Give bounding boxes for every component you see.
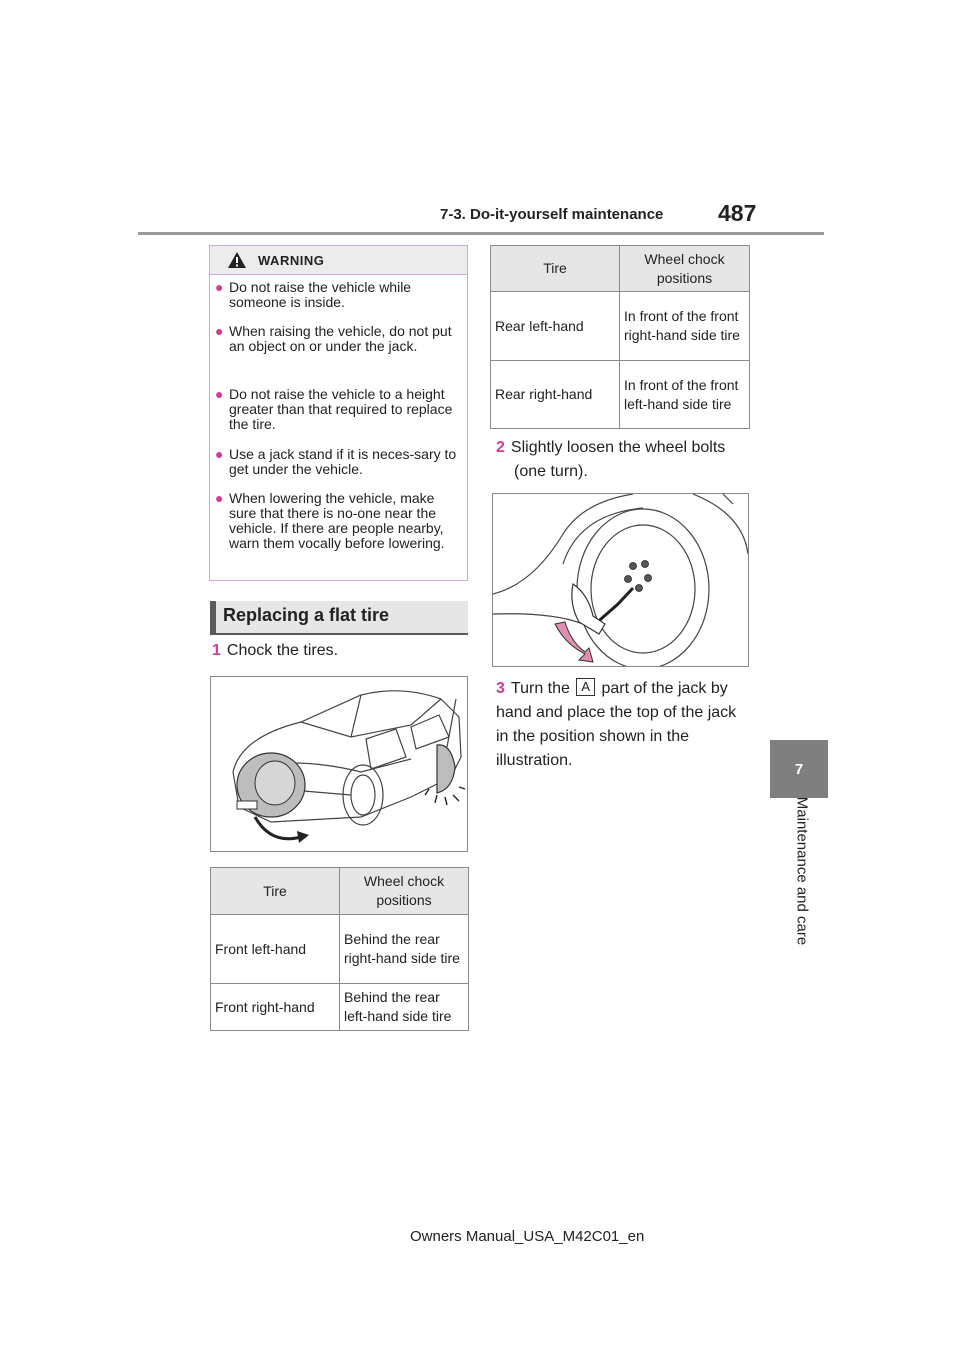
table-header: Tire [491,246,620,292]
bullet-icon: ● [215,386,224,402]
table-cell: Behind the rear left-hand side tire [340,984,469,1031]
warning-title: WARNING [258,253,325,268]
warning-item: ● Use a jack stand if it is neces-sary to get under the vehicle. [215,446,457,477]
table-header: Wheel chock positions [620,246,750,292]
chapter-tab-number: 7 [770,740,828,798]
chapter-tab-label: Maintenance and care [793,796,811,946]
table-cell: Rear left-hand [491,292,620,361]
warning-item: ● When raising the vehicle, do not put an object on or under the jack. [215,323,452,354]
section-heading-bar [210,601,216,634]
table-row [211,915,469,984]
section-title: 7-3. Do-it-yourself maintenance [440,206,664,223]
car-chock-illustration [210,676,468,852]
footer-doc-id: Owners Manual_USA_M42C01_en [410,1228,645,1245]
table-cell: Front right-hand [211,984,340,1031]
label-a-box: A [576,678,595,696]
rear-tire-chock-table [490,245,750,429]
bullet-icon: ● [215,446,224,462]
table-cell: Rear right-hand [491,361,620,429]
page-number: 487 [718,200,757,226]
bullet-icon: ● [215,490,224,506]
warning-item: ● Do not raise the vehicle to a height greater than that required to replace the tire. [215,386,453,432]
step-1: 1 Chock the tires. [212,642,339,659]
section-heading: Replacing a flat tire [223,605,390,625]
table-header-row [491,246,750,292]
step-2: 2 Slightly loosen the wheel bolts (one turn). [496,439,726,480]
car-illustration [211,677,467,851]
front-tire-chock-table [210,867,469,1031]
warning-header [210,246,467,275]
table-row [491,361,750,429]
wheel-illustration [493,494,748,666]
table-row [211,984,469,1031]
bullet-icon: ● [215,279,224,295]
section-heading-rule [210,633,468,635]
table-cell: In front of the front right-hand side tire [620,292,750,361]
step-3: 3 Turn the A part of the jack by hand and place the top of the jack in the position shown in the illustration. [496,679,737,769]
table-header: Wheel chock positions [340,868,469,915]
bullet-icon: ● [215,323,224,339]
warning-item: ● When lowering the vehicle, make sure that there is no-one near the vehicle. If there are people nearby, warn them vocally before lowering. [215,490,445,551]
table-row [491,292,750,361]
wheel-bolt-illustration [492,493,749,667]
table-cell: Front left-hand [211,915,340,984]
header-rule [138,232,824,235]
table-header-row [211,868,469,915]
table-cell: Behind the rear right-hand side tire [340,915,469,984]
warning-item: ● Do not raise the vehicle while someone is inside. [215,279,412,310]
table-cell: In front of the front left-hand side tire [620,361,750,429]
warning-triangle-icon [227,251,247,269]
table-header: Tire [211,868,340,915]
